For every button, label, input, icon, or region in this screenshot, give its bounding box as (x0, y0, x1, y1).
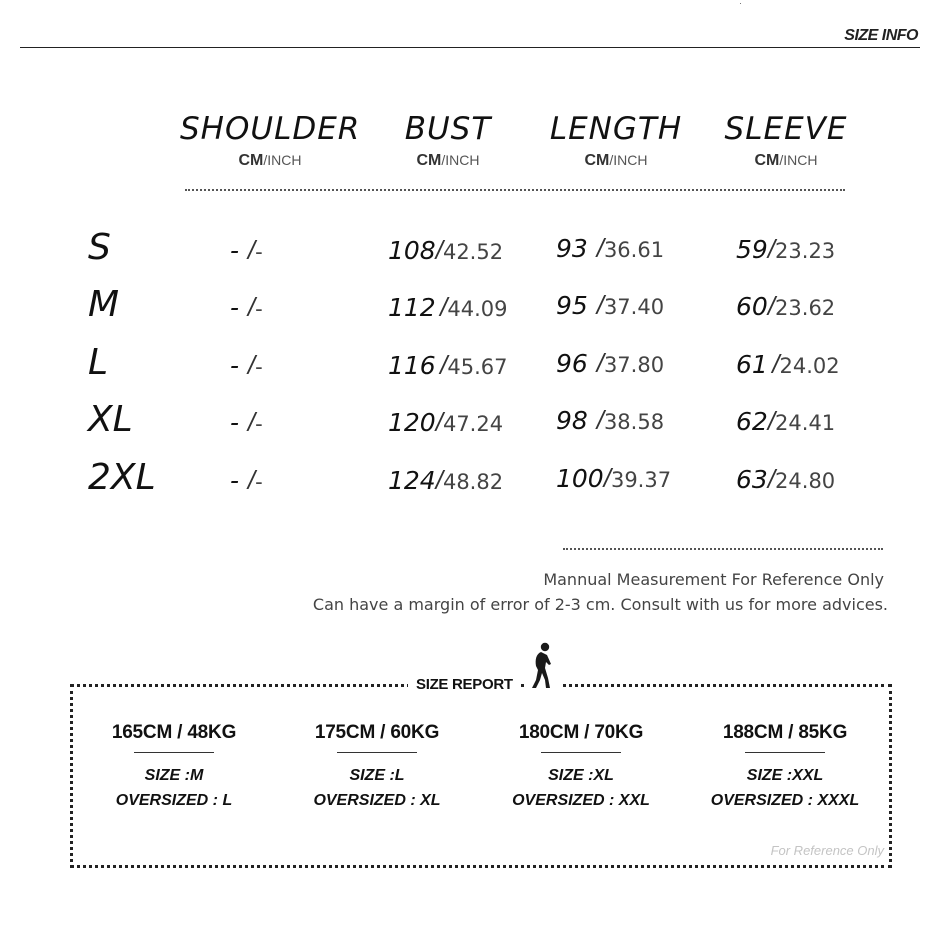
cell-length (556, 463, 671, 498)
cell-bust (388, 407, 503, 442)
cell-separator: / (440, 350, 448, 380)
cell-separator: / (247, 235, 256, 265)
column-unit (696, 152, 876, 170)
cell-inch: 38.58 (603, 410, 665, 434)
size-report-title: SIZE REPORT (408, 670, 521, 700)
cell-cm: 96 (556, 349, 588, 378)
speck-mark (740, 3, 741, 4)
cell-inch: - (255, 412, 263, 436)
oversized-size: OVERSIZED : L (115, 792, 233, 809)
notes-dotted-divider (563, 548, 883, 550)
recommended-size: SIZE :XXL (746, 767, 824, 784)
unit-inch: /INCH (263, 152, 302, 168)
cell-cm: 59 (736, 235, 768, 264)
page-title: SIZE INFO (844, 27, 918, 44)
column-unit (358, 152, 538, 170)
recommended-size: SIZE :XL (548, 767, 614, 784)
cell-cm: 60 (736, 292, 768, 321)
cell-sleeve (736, 234, 835, 269)
unit-cm: CM (584, 152, 610, 169)
size-label-s: S (88, 227, 111, 268)
cell-inch: 23.23 (775, 239, 836, 263)
column-header-length (526, 110, 706, 170)
cell-separator: / (435, 465, 443, 495)
cell-sleeve (736, 406, 835, 441)
reference-fine-print: For Reference Only (770, 843, 884, 858)
height-weight: 175CM / 60KG (314, 722, 440, 743)
size-label-m: M (88, 284, 120, 325)
size-label-l: L (88, 342, 109, 383)
cell-shoulder (230, 407, 263, 442)
recommended-size: SIZE :M (144, 767, 204, 784)
cell-inch: 37.40 (603, 295, 665, 319)
cell-cm: - (230, 236, 240, 265)
size-report-entry (277, 722, 477, 813)
column-name: LENGTH (549, 111, 683, 147)
cell-length (556, 290, 664, 325)
cell-cm: 63 (736, 465, 768, 494)
cell-inch: 47.24 (442, 412, 504, 436)
cell-separator: / (440, 292, 448, 322)
unit-inch: /INCH (609, 152, 648, 168)
cell-cm: 120 (388, 408, 436, 437)
cell-inch: - (255, 240, 263, 264)
cell-shoulder (230, 465, 263, 500)
cell-separator: / (767, 291, 776, 321)
cell-shoulder (230, 350, 263, 385)
cell-inch: 37.80 (603, 353, 665, 377)
cell-inch: - (255, 470, 263, 494)
column-unit (180, 152, 360, 170)
cell-cm: 108 (388, 236, 436, 265)
cell-cm: - (230, 466, 240, 495)
walking-figure-icon (524, 640, 560, 690)
cell-inch: 42.52 (442, 240, 504, 264)
unit-cm: CM (416, 152, 442, 169)
cell-cm: - (230, 408, 240, 437)
entry-divider (745, 752, 825, 753)
height-weight: 188CM / 85KG (722, 722, 848, 743)
column-header-bust (358, 110, 538, 170)
cell-bust (388, 465, 503, 500)
column-header-sleeve (696, 110, 876, 170)
header-dotted-divider (185, 189, 845, 191)
cell-inch: 24.41 (775, 411, 836, 435)
cell-bust (388, 292, 508, 327)
cell-sleeve (736, 349, 840, 384)
cell-inch: 36.61 (603, 238, 665, 262)
column-name: SLEEVE (724, 111, 848, 147)
cell-separator: / (767, 464, 776, 494)
height-weight: 165CM / 48KG (111, 722, 237, 743)
unit-inch: /INCH (779, 152, 818, 168)
unit-cm: CM (238, 152, 264, 169)
recommended-size: SIZE :L (349, 767, 405, 784)
cell-separator: / (247, 465, 256, 495)
cell-shoulder (230, 235, 263, 270)
margin-of-error-note: Can have a margin of error of 2-3 cm. Consult with us for more advices. (312, 595, 888, 614)
oversized-size: OVERSIZED : XXL (512, 792, 650, 809)
entry-divider (541, 752, 621, 753)
cell-separator: / (596, 348, 604, 378)
cell-cm: 62 (736, 407, 768, 436)
cell-separator: / (596, 290, 604, 320)
cell-separator: / (596, 233, 604, 263)
cell-inch: - (255, 355, 263, 379)
cell-length (556, 233, 664, 268)
cell-shoulder (230, 292, 263, 327)
cell-cm: 98 (556, 406, 588, 435)
cell-inch: 48.82 (442, 470, 504, 494)
column-name: SHOULDER (180, 111, 361, 147)
cell-inch: 45.67 (447, 355, 508, 379)
cell-inch: 24.80 (775, 469, 836, 493)
cell-inch: - (255, 297, 263, 321)
cell-bust (388, 350, 508, 385)
size-report-entry (74, 722, 274, 813)
cell-separator: / (767, 234, 776, 264)
unit-inch: /INCH (441, 152, 480, 168)
cell-separator: / (596, 405, 604, 435)
cell-cm: 95 (556, 291, 588, 320)
cell-cm: 61 (736, 350, 768, 379)
oversized-size: OVERSIZED : XXXL (710, 792, 860, 809)
cell-separator: / (247, 292, 256, 322)
header-divider (20, 47, 920, 48)
cell-length (556, 405, 664, 440)
height-weight: 180CM / 70KG (518, 722, 644, 743)
cell-length (556, 348, 664, 383)
unit-cm: CM (754, 152, 780, 169)
cell-cm: 112 (388, 293, 436, 322)
entry-divider (337, 752, 417, 753)
cell-sleeve (736, 291, 835, 326)
oversized-size: OVERSIZED : XL (313, 792, 441, 809)
cell-separator: / (772, 349, 780, 379)
cell-separator: / (435, 235, 443, 265)
cell-cm: - (230, 351, 240, 380)
cell-separator: / (767, 406, 776, 436)
size-report-entry (481, 722, 681, 813)
cell-cm: 100 (556, 464, 604, 493)
cell-inch: 39.37 (610, 468, 672, 492)
size-label-2xl: 2XL (88, 457, 156, 498)
size-label-xl: XL (88, 399, 133, 440)
column-unit (526, 152, 706, 170)
measurement-note: Mannual Measurement For Reference Only (543, 570, 884, 589)
size-report-entry (685, 722, 885, 813)
cell-cm: 93 (556, 234, 588, 263)
column-name: BUST (404, 111, 492, 147)
cell-inch: 23.62 (775, 296, 836, 320)
cell-inch: 24.02 (779, 354, 840, 378)
column-header-shoulder (180, 110, 360, 170)
cell-cm: - (230, 293, 240, 322)
cell-inch: 44.09 (447, 297, 508, 321)
cell-separator: / (603, 463, 611, 493)
cell-cm: 116 (388, 351, 436, 380)
cell-bust (388, 235, 503, 270)
cell-cm: 124 (388, 466, 436, 495)
cell-separator: / (247, 407, 256, 437)
cell-separator: / (435, 407, 443, 437)
cell-separator: / (247, 350, 256, 380)
cell-sleeve (736, 464, 835, 499)
entry-divider (134, 752, 214, 753)
